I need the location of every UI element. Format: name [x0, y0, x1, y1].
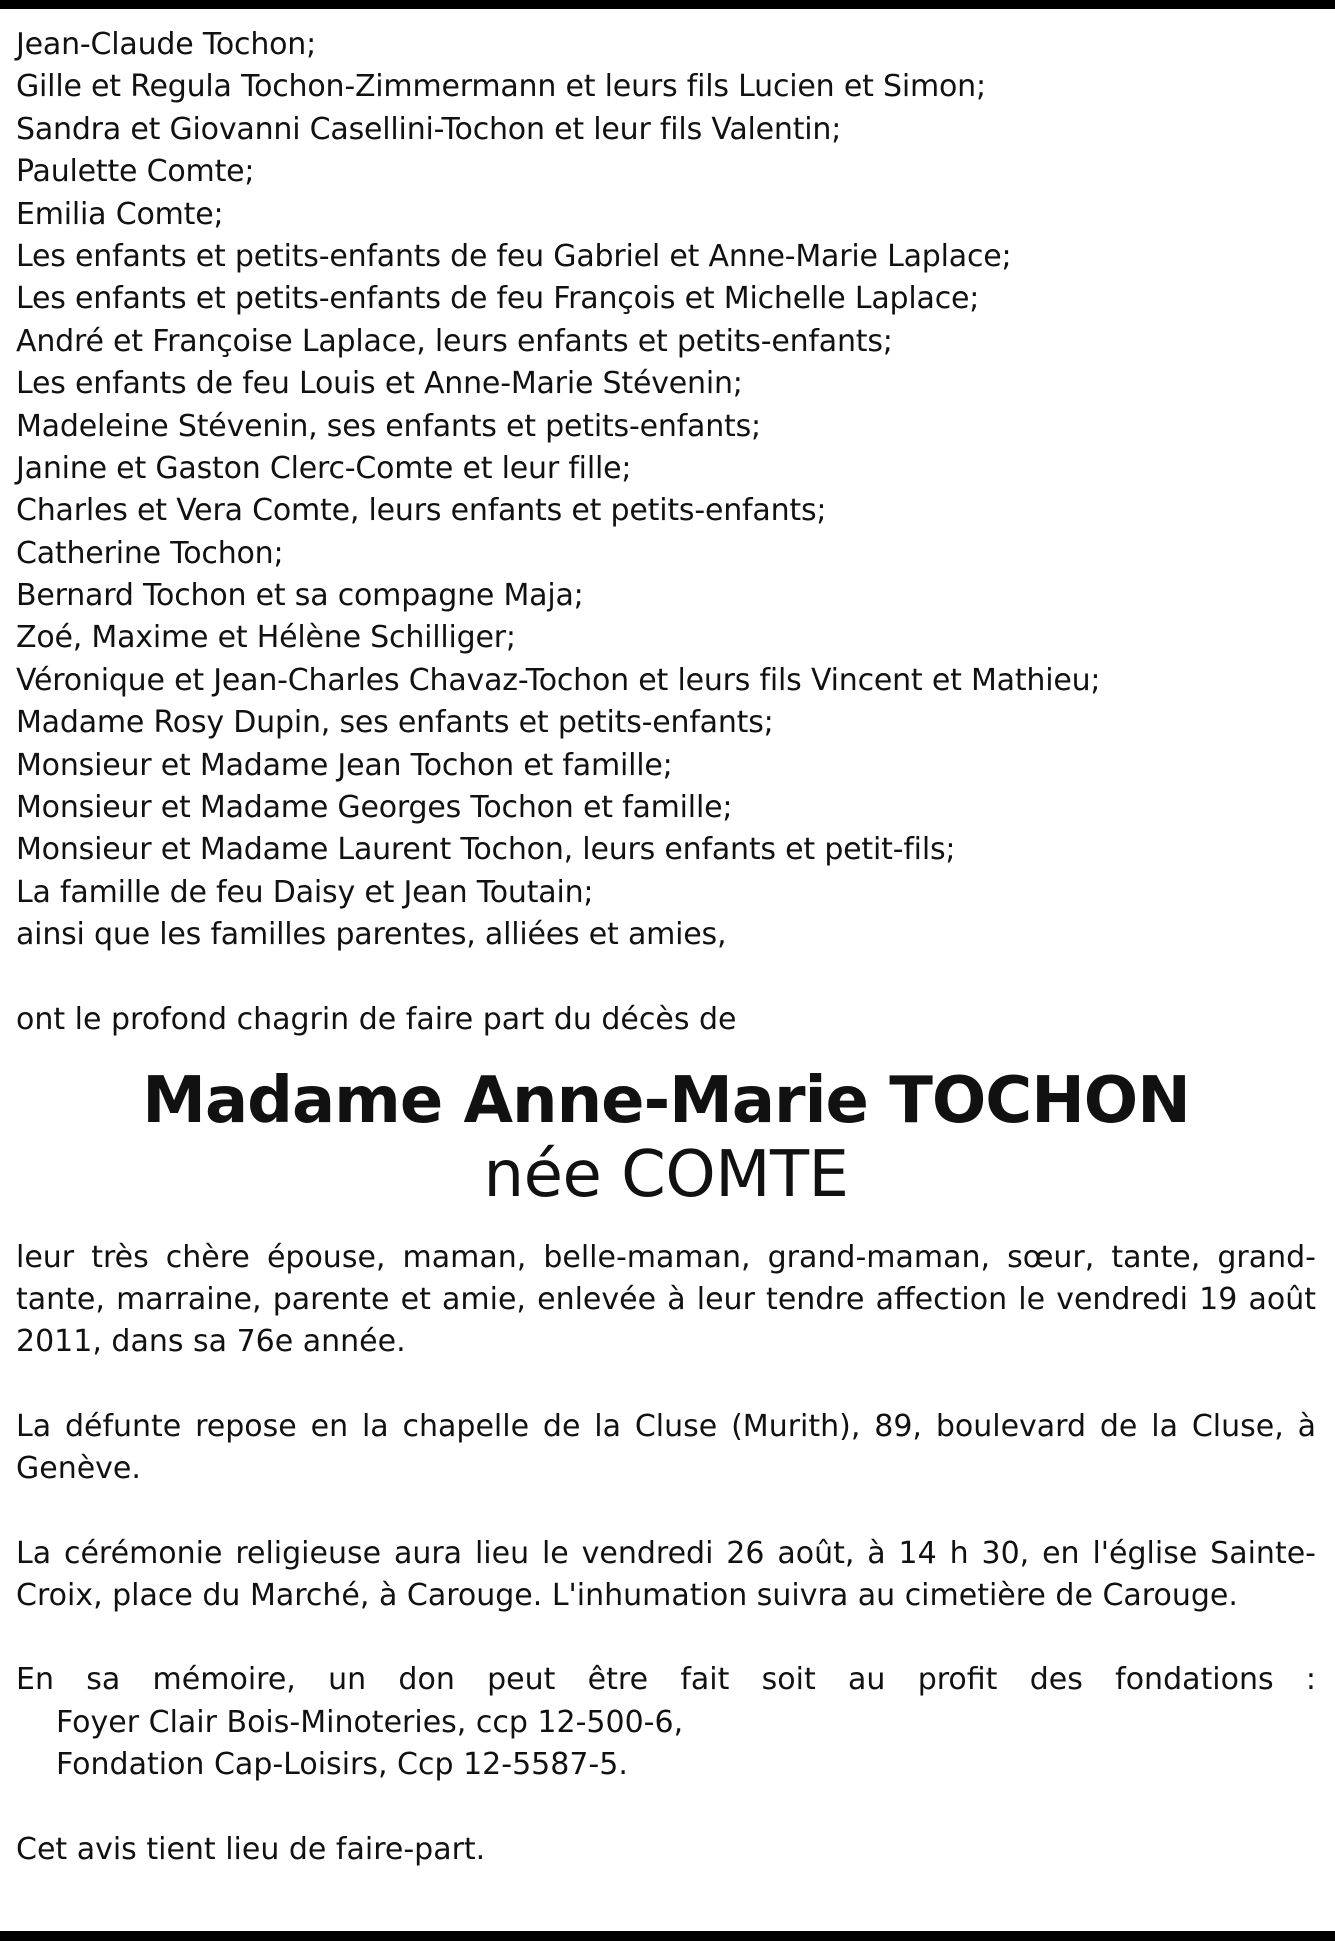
family-entry: Les enfants et petits-enfants de feu François et Michelle Laplace; [16, 281, 980, 317]
family-entry: Catherine Tochon; [16, 535, 284, 571]
family-entry: Monsieur et Madame Georges Tochon et famille; [16, 790, 733, 826]
family-entry: Madeleine Stévenin, ses enfants et petits-enfants; [16, 408, 761, 444]
family-entry: Les enfants de feu Louis et Anne-Marie Stévenin; [16, 366, 743, 402]
ceremony-paragraph: La cérémonie religieuse aura lieu le vendredi 26 août, à 14 h 30, en l'église Sainte-Croix, place du Marché, à Carouge. L'inhumation suivra au cimetière de Carouge. [16, 1535, 1316, 1614]
family-entry: André et Françoise Laplace, leurs enfants et petits-enfants; [16, 323, 893, 359]
relation-paragraph: leur très chère épouse, maman, belle-maman, grand-maman, sœur, tante, grand-tante, marraine, parente et amie, enlevée à leur tendre affection le vendredi 19 août 2011, dans sa 76e année. [16, 1239, 1316, 1360]
family-entry: Zoé, Maxime et Hélène Schilliger; [16, 620, 516, 656]
top-border-rule [0, 0, 1335, 9]
family-entry: Monsieur et Madame Jean Tochon et famille; [16, 747, 673, 783]
closing-note: Cet avis tient lieu de faire-part. [16, 1831, 486, 1867]
deceased-maiden-name: née COMTE [483, 1137, 849, 1212]
family-entry: Les enfants et petits-enfants de feu Gabriel et Anne-Marie Laplace; [16, 238, 1012, 274]
family-entry: Madame Rosy Dupin, ses enfants et petits-enfants; [16, 705, 774, 741]
bottom-border-rule [0, 1931, 1335, 1941]
deceased-name: Madame Anne-Marie TOCHON [142, 1063, 1190, 1138]
family-entry: ainsi que les familles parentes, alliées et amies, [16, 917, 727, 953]
foundation-entry: Foyer Clair Bois-Minoteries, ccp 12-500-6, [56, 1704, 684, 1740]
family-entry: Janine et Gaston Clerc-Comte et leur fille; [16, 450, 632, 486]
foundation-entry: Fondation Cap-Loisirs, Ccp 12-5587-5. [56, 1747, 628, 1783]
announcement-line: ont le profond chagrin de faire part du décès de [16, 1001, 737, 1037]
obituary-notice [16, 24, 1316, 1871]
rest-location-paragraph: La défunte repose en la chapelle de la Cluse (Murith), 89, boulevard de la Cluse, à Genève. [16, 1408, 1316, 1487]
family-entry: Paulette Comte; [16, 154, 255, 190]
family-entry: Monsieur et Madame Laurent Tochon, leurs enfants et petit-fils; [16, 832, 956, 868]
family-entry: Gille et Regula Tochon-Zimmermann et leurs fils Lucien et Simon; [16, 69, 986, 105]
family-entry: Charles et Vera Comte, leurs enfants et petits-enfants; [16, 493, 827, 529]
family-entry: Emilia Comte; [16, 196, 224, 232]
family-list [16, 24, 1316, 957]
family-entry: Sandra et Giovanni Casellini-Tochon et leur fils Valentin; [16, 111, 842, 147]
family-entry: La famille de feu Daisy et Jean Toutain; [16, 874, 594, 910]
family-entry: Véronique et Jean-Charles Chavaz-Tochon et leurs fils Vincent et Mathieu; [16, 662, 1101, 698]
donation-intro: En sa mémoire, un don peut être fait soit au profit des fondations : [16, 1662, 1316, 1698]
family-entry: Bernard Tochon et sa compagne Maja; [16, 578, 584, 614]
family-entry: Jean-Claude Tochon; [16, 27, 317, 62]
